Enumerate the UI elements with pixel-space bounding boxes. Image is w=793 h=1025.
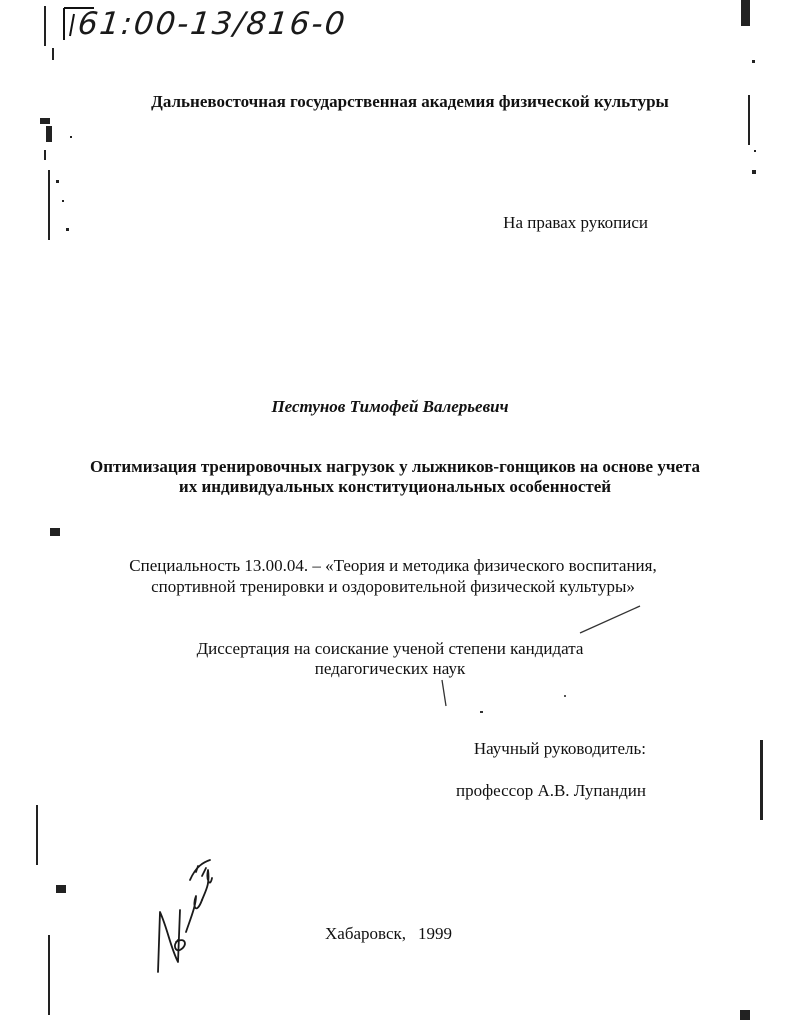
ink-dot [564,695,566,697]
supervisor-name: профессор А.В. Лупандин [456,781,646,800]
author-name: Пестунов Тимофей Валерьевич [271,397,509,416]
degree-statement: Диссертация на соискание ученой степени кандидата педагогических наук [196,639,584,678]
archive-code: 61:00-13/816-0 [76,6,349,42]
city-year [325,924,452,944]
supervisor-label: Научный руководитель: [473,739,646,758]
pen-stroke [580,606,640,633]
right-edge-noise [740,0,763,1020]
specialty: Специальность 13.00.04. – «Теория и методика физического воспитания, спортивной тренировки и оздоровительной физической культуры» [129,556,657,596]
institution-name: Дальневосточная государственная академия физической культуры [151,92,669,111]
pen-stroke [442,680,446,706]
ink-dot [480,711,483,713]
year: 1999 [418,924,452,943]
city: Хабаровск, [325,924,406,943]
thesis-title: Оптимизация тренировочных нагрузок у лыжников-гонщиков на основе учета их индивидуальных конституциональных особенностей [89,457,701,496]
manuscript-rights: На правах рукописи [503,213,648,232]
signature-mark [158,860,212,972]
left-edge-noise [36,6,72,1015]
